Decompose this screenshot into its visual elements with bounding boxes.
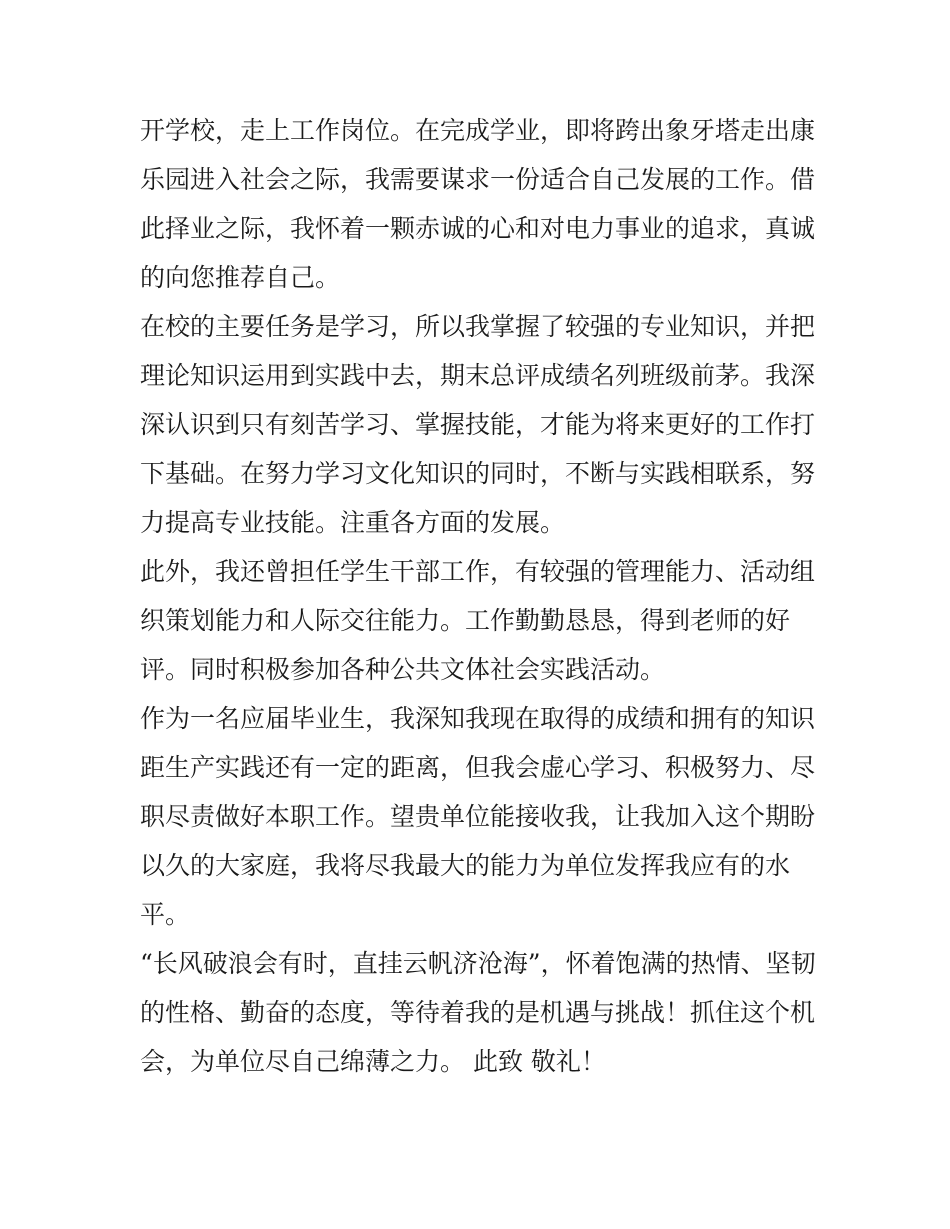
text-line: 评。同时积极参加各种公共文体社会实践活动。 (140, 655, 666, 684)
text-line: 会，为单位尽自己绵薄之力。 此致 敬礼！ (140, 1047, 606, 1076)
text-line: 职尽责做好本职工作。望贵单位能接收我，让我加入这个期盼 (140, 802, 816, 831)
text-line: 理论知识运用到实践中去，期末总评成绩名列班级前茅。我深 (140, 361, 816, 390)
text-line: 的性格、勤奋的态度，等待着我的是机遇与挑战！抓住这个机 (140, 998, 816, 1027)
text-line: 深认识到只有刻苦学习、掌握技能，才能为将来更好的工作打 (140, 410, 816, 439)
text-line: 此择业之际，我怀着一颗赤诚的心和对电力事业的追求，真诚 (140, 214, 816, 243)
text-line: 力提高专业技能。注重各方面的发展。 (140, 508, 566, 537)
text-line: 开学校，走上工作岗位。在完成学业，即将跨出象牙塔走出康 (140, 116, 816, 145)
text-line: “长风破浪会有时，直挂云帆济沧海”，怀着饱满的热情、坚韧 (140, 949, 816, 978)
text-line: 的向您推荐自己。 (140, 263, 341, 292)
text-line: 平。 (140, 900, 191, 929)
text-line: 距生产实践还有一定的距离，但我会虚心学习、积极努力、尽 (140, 753, 816, 782)
text-line: 此外，我还曾担任学生干部工作，有较强的管理能力、活动组 (140, 557, 816, 586)
text-line: 作为一名应届毕业生，我深知我现在取得的成绩和拥有的知识 (140, 704, 816, 733)
text-line: 织策划能力和人际交往能力。工作勤勤恳恳，得到老师的好 (140, 606, 791, 635)
text-line: 下基础。在努力学习文化知识的同时，不断与实践相联系，努 (140, 459, 816, 488)
text-line: 以久的大家庭，我将尽我最大的能力为单位发挥我应有的水 (140, 851, 791, 880)
letter-body (140, 106, 830, 1086)
text-line: 在校的主要任务是学习，所以我掌握了较强的专业知识，并把 (140, 312, 816, 341)
text-line: 乐园进入社会之际，我需要谋求一份适合自己发展的工作。借 (140, 165, 816, 194)
